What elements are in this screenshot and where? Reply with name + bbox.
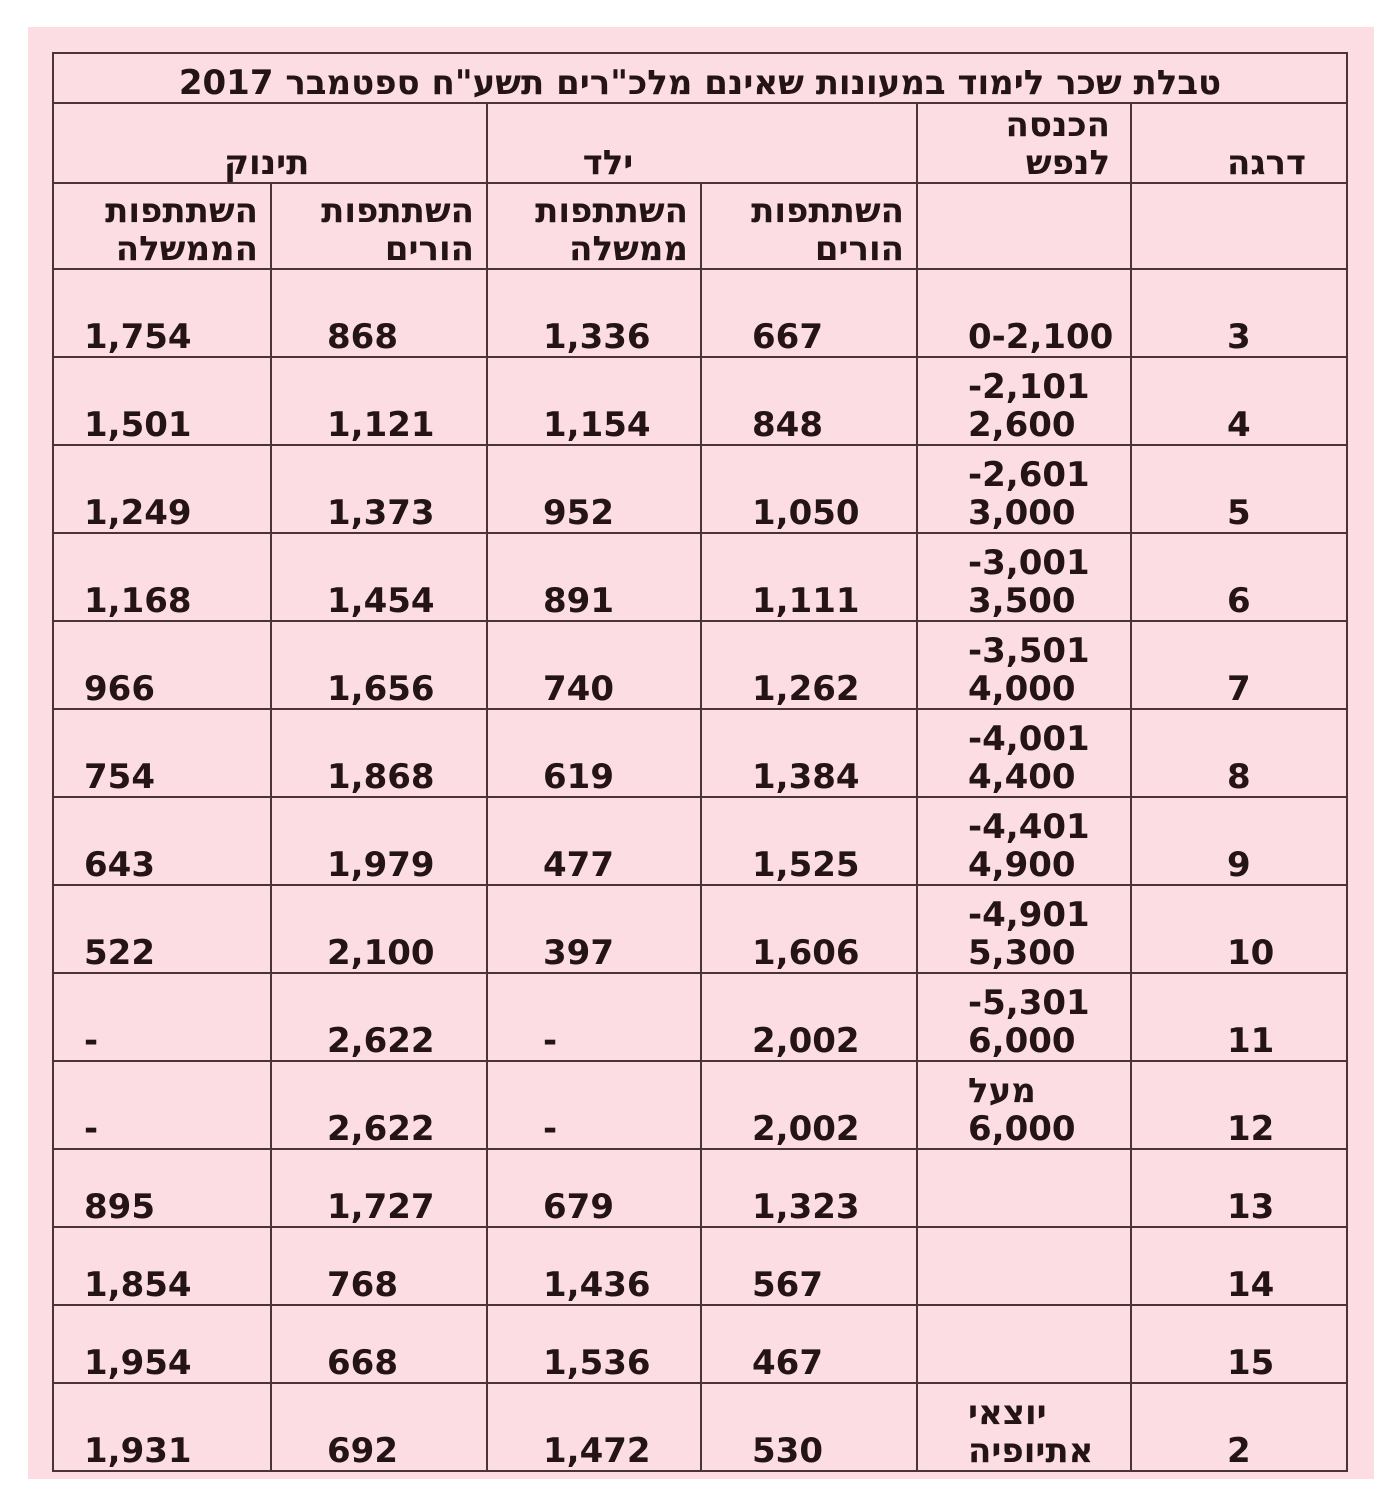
income-line-1: 2,601- [968,455,1090,495]
income-line-2: 6,000 [968,1109,1076,1149]
income-line-2: 3,500 [968,581,1076,621]
child-government-cell: 1,336 [487,269,701,357]
income-cell [917,797,1131,885]
table-row [53,621,1347,709]
child-parents-cell: 1,384 [701,709,917,797]
income-cell [917,973,1131,1061]
infant-parents-cell: 668 [271,1305,487,1383]
infant-government-cell: 1,249 [53,445,271,533]
income-cell [917,533,1131,621]
infant-government-cell: 754 [53,709,271,797]
child-parents-cell: 1,111 [701,533,917,621]
infant-parents-cell: 1,454 [271,533,487,621]
infant-parents-cell: 868 [271,269,487,357]
child-parents-cell: 1,323 [701,1149,917,1227]
child-parents-cell: 848 [701,357,917,445]
table-row [53,709,1347,797]
rank-cell: 4 [1131,357,1347,445]
table-title: טבלת שכר לימוד במעונות שאינם מלכ"רים תשע"ח ספטמבר 2017 [53,53,1347,103]
rank-cell: 9 [1131,797,1347,885]
income-cell [917,269,1131,357]
child-government-cell: 1,536 [487,1305,701,1383]
infant-government-cell: 1,754 [53,269,271,357]
header-rank-blank [1131,183,1347,269]
infant-government-cell: 966 [53,621,271,709]
rank-cell: 8 [1131,709,1347,797]
child-parents-cell: 1,050 [701,445,917,533]
income-line-2: 4,400 [968,757,1076,797]
income-line-2: אתיופיה [968,1431,1094,1471]
income-cell [917,1227,1131,1305]
infant-parents-cell: 1,979 [271,797,487,885]
child-government-cell: 619 [487,709,701,797]
infant-parents-cell: 2,622 [271,1061,487,1149]
table-row [53,973,1347,1061]
infant-parents-cell: 2,100 [271,885,487,973]
document-page [28,27,1374,1479]
rank-cell: 15 [1131,1305,1347,1383]
rank-cell: 5 [1131,445,1347,533]
income-line-1: 5,301- [968,983,1090,1023]
table-row [53,445,1347,533]
header-infant-parents: השתתפות הורים [271,183,487,269]
infant-parents-cell: 1,121 [271,357,487,445]
child-parents-cell: 1,525 [701,797,917,885]
infant-parents-cell: 692 [271,1383,487,1471]
income-cell [917,1149,1131,1227]
rank-cell: 12 [1131,1061,1347,1149]
income-cell [917,885,1131,973]
header-child-government: השתתפות ממשלה [487,183,701,269]
table-row [53,1305,1347,1383]
child-parents-cell: 1,262 [701,621,917,709]
child-government-cell: - [487,973,701,1061]
income-line-1: 3,001- [968,543,1090,583]
rank-cell: 13 [1131,1149,1347,1227]
infant-government-cell: 1,501 [53,357,271,445]
table-row [53,357,1347,445]
income-line-2: 4,900 [968,845,1076,885]
child-government-cell: 1,472 [487,1383,701,1471]
infant-parents-cell: 1,373 [271,445,487,533]
child-parents-cell: 2,002 [701,1061,917,1149]
income-line-2: 6,000 [968,1021,1076,1061]
income-line-2: 3,000 [968,493,1076,533]
header-income-blank [917,183,1131,269]
header-child-group: ילד [487,103,917,183]
income-cell [917,709,1131,797]
header-income: הכנסה לנפש [917,103,1131,183]
infant-parents-cell: 768 [271,1227,487,1305]
income-cell [917,357,1131,445]
child-parents-cell: 467 [701,1305,917,1383]
infant-parents-cell: 2,622 [271,973,487,1061]
infant-government-cell: - [53,973,271,1061]
infant-government-cell: 643 [53,797,271,885]
header-rank: דרגה [1131,103,1347,183]
child-government-cell: 740 [487,621,701,709]
infant-parents-cell: 1,656 [271,621,487,709]
income-cell [917,1383,1131,1471]
infant-parents-cell: 1,727 [271,1149,487,1227]
table-row [53,885,1347,973]
table-row [53,533,1347,621]
income-line-1: יוצאי [968,1393,1047,1433]
rank-cell: 11 [1131,973,1347,1061]
header-infant-group: תינוק [53,103,487,183]
income-line-1: 2,101- [968,367,1090,407]
income-line-2: 4,000 [968,669,1076,709]
income-cell [917,445,1131,533]
rank-cell: 10 [1131,885,1347,973]
child-government-cell: 952 [487,445,701,533]
child-government-cell: 1,436 [487,1227,701,1305]
income-cell [917,1305,1131,1383]
child-government-cell: 1,154 [487,357,701,445]
income-line-1: 4,901- [968,895,1090,935]
child-government-cell: - [487,1061,701,1149]
income-line-1: מעל [968,1071,1036,1111]
income-line-1: 3,501- [968,631,1090,671]
income-line-1: 4,401- [968,807,1090,847]
table-row [53,1227,1347,1305]
income-line-1: 0-2,100 [968,317,1114,357]
child-government-cell: 397 [487,885,701,973]
income-line-2: 2,600 [968,405,1076,445]
table-row [53,1383,1347,1471]
tuition-fee-table [52,52,1348,1472]
rank-cell: 14 [1131,1227,1347,1305]
rank-cell: 7 [1131,621,1347,709]
child-parents-cell: 2,002 [701,973,917,1061]
infant-parents-cell: 1,868 [271,709,487,797]
table-row [53,797,1347,885]
income-line-1: 4,001- [968,719,1090,759]
infant-government-cell: 1,954 [53,1305,271,1383]
child-parents-cell: 667 [701,269,917,357]
infant-government-cell: 1,168 [53,533,271,621]
header-child-parents: השתתפות הורים [701,183,917,269]
infant-government-cell: 895 [53,1149,271,1227]
rank-cell: 2 [1131,1383,1347,1471]
income-line-2: 5,300 [968,933,1076,973]
child-parents-cell: 530 [701,1383,917,1471]
infant-government-cell: 522 [53,885,271,973]
infant-government-cell: - [53,1061,271,1149]
child-government-cell: 477 [487,797,701,885]
income-cell [917,621,1131,709]
rank-cell: 3 [1131,269,1347,357]
income-cell [917,1061,1131,1149]
infant-government-cell: 1,931 [53,1383,271,1471]
infant-government-cell: 1,854 [53,1227,271,1305]
table-row [53,1061,1347,1149]
table-row [53,269,1347,357]
child-parents-cell: 1,606 [701,885,917,973]
rank-cell: 6 [1131,533,1347,621]
child-government-cell: 679 [487,1149,701,1227]
header-infant-government: השתתפות הממשלה [53,183,271,269]
child-government-cell: 891 [487,533,701,621]
table-row [53,1149,1347,1227]
child-parents-cell: 567 [701,1227,917,1305]
